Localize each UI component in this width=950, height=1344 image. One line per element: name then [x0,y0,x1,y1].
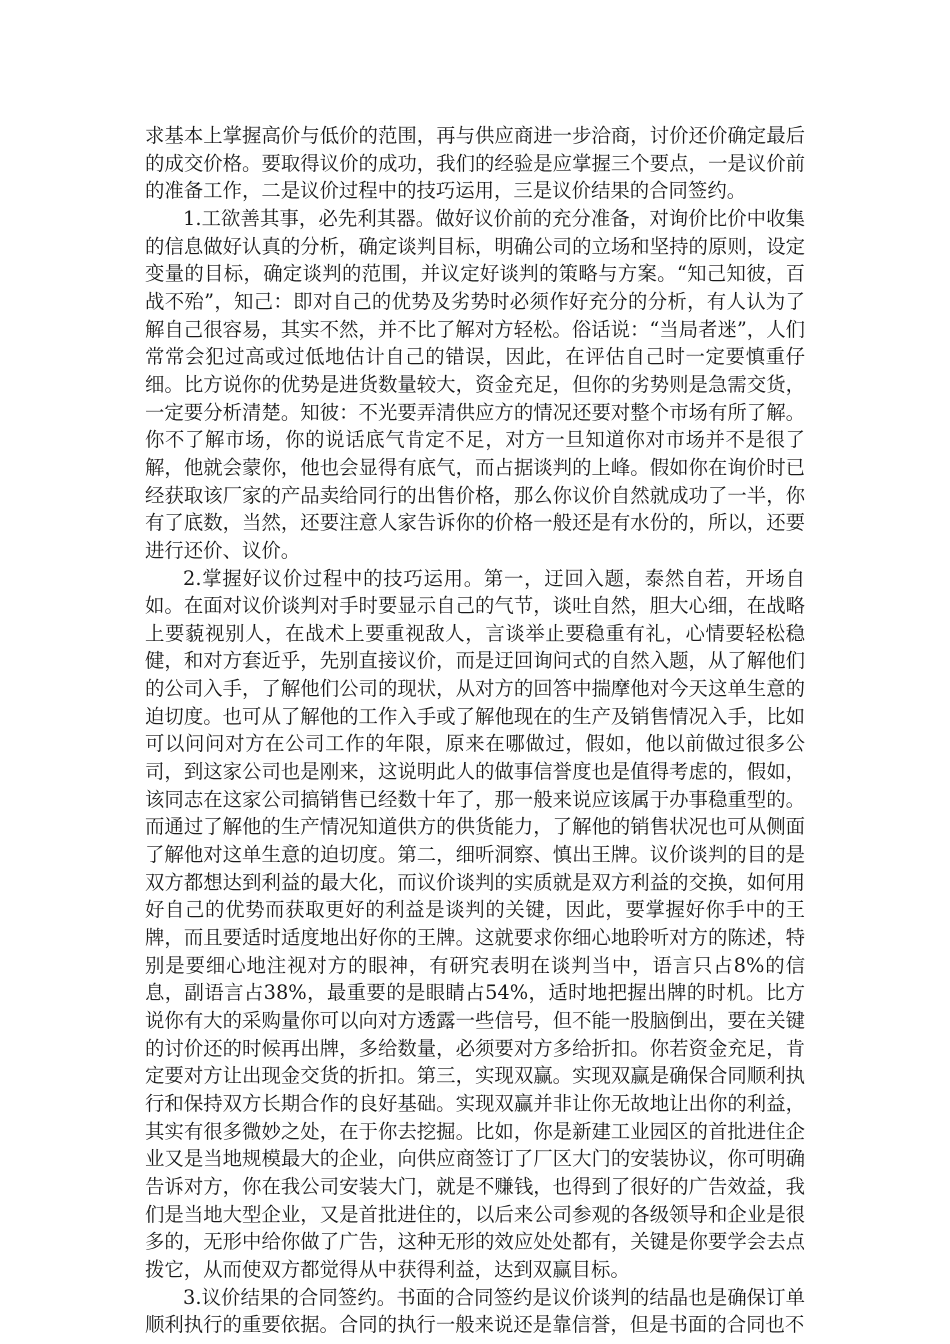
document-body [145,122,805,1339]
paragraph-contract-signing: 3.议价结果的合同签约。书面的合同签约是议价谈判的结晶也是确保订单顺利执行的重要依据。合同的执行一般来说还是靠信誉，但是书面的合同也不 [145,1285,805,1337]
paragraph-preparation: 1.工欲善其事，必先利其器。做好议价前的充分准备，对询价比价中收集的信息做好认真的分析，确定谈判目标，明确公司的立场和坚持的原则，设定变量的目标，确定谈判的范围，并议定好谈判的策略与方案。“知己知彼，百战不殆”，知己：即对自己的优势及劣势时必须作好充分的分析，有人认为了解自己很容易，其实不然，并不比了解对方轻松。俗话说：“当局者迷”，人们常常会犯过高或过低地估计自己的错误，因此，在评估自己时一定要慎重仔细。比方说你的优势是进货数量较大，资金充足，但你的劣势则是急需交货，一定要分析清楚。知彼：不光要弄清供应方的情况还要对整个市场有所了解。你不了解市场，你的说话底气肯定不足，对方一旦知道你对市场并不是很了解，他就会蒙你，他也会显得有底气，而占据谈判的上峰。假如你在询价时已经获取该厂家的产品卖给同行的出售价格，那么你议价自然就成功了一半，你有了底数，当然，还要注意人家告诉你的价格一般还是有水份的，所以，还要进行还价、议价。 [145,206,805,562]
paragraph-intro: 求基本上掌握高价与低价的范围，再与供应商进一步洽商，讨价还价确定最后的成交价格。要取得议价的成功，我们的经验是应掌握三个要点，一是议价前的准备工作，二是议价过程中的技巧运用，三是议价结果的合同签约。 [145,124,805,203]
paragraph-negotiation-skills: 2.掌握好议价过程中的技巧运用。第一，迂回入题，泰然自若，开场自如。在面对议价谈判对手时要显示自己的气节，谈吐自然，胆大心细，在战略上要藐视别人，在战术上要重视敌人，言谈举止要稳重有礼，心情要轻松稳健，和对方套近乎，先别直接议价，而是迂回询问式的自然入题，从了解他们的公司入手，了解他们公司的现状，从对方的回答中揣摩他对今天这单生意的迫切度。也可从了解他的工作入手或了解他现在的生产及销售情况入手，比如可以问问对方在公司工作的年限，原来在哪做过，假如，他以前做过很多公司，到这家公司也是刚来，这说明此人的做事信誉度也是值得考虑的，假如，该同志在这家公司搞销售已经数十年了，那一般来说应该属于办事稳重型的。而通过了解他的生产情况知道供方的供货能力，了解他的销售状况也可从侧面了解他对这单生意的迫切度。第二，细听洞察、慎出王牌。议价谈判的目的是双方都想达到利益的最大化，而议价谈判的实质就是双方利益的交换，如何用好自己的优势而获取更好的利益是谈判的关键，因此，要掌握好你手中的王牌，而且要适时适度地出好你的王牌。这就要求你细心地聆听对方的陈述，特别是要细心地注视对方的眼神，有研究表明在谈判当中，语言只占8%的信息，副语言占38%，最重要的是眼睛占54%，适时地把握出牌的时机。比方说你有大的采购量你可以向对方透露一些信号，但不能一股脑倒出，要在关键的讨价还的时候再出牌，多给数量，必须要对方多给折扣。你若资金充足，肯定要对方让出现金交货的折扣。第三，实现双赢。实现双赢是确保合同顺利执行和保持双方长期合作的良好基础。实现双赢并非让你无故地让出你的利益，其实有很多微妙之处，在于你去挖掘。比如，你是新建工业园区的首批进住企业又是当地规模最大的企业，向供应商签订了厂区大门的安装协议，你可明确告诉对方，你在我公司安装大门，就是不赚钱，也得到了很好的广告效益，我们是当地大型企业，又是首批进住的，以后来公司参观的各级领导和企业是很多的，无形中给你做了广告，这种无形的效应处处都有，关键是你要学会去点拨它，从而使双方都觉得从中获得利益，达到双赢目标。 [145,566,805,1281]
